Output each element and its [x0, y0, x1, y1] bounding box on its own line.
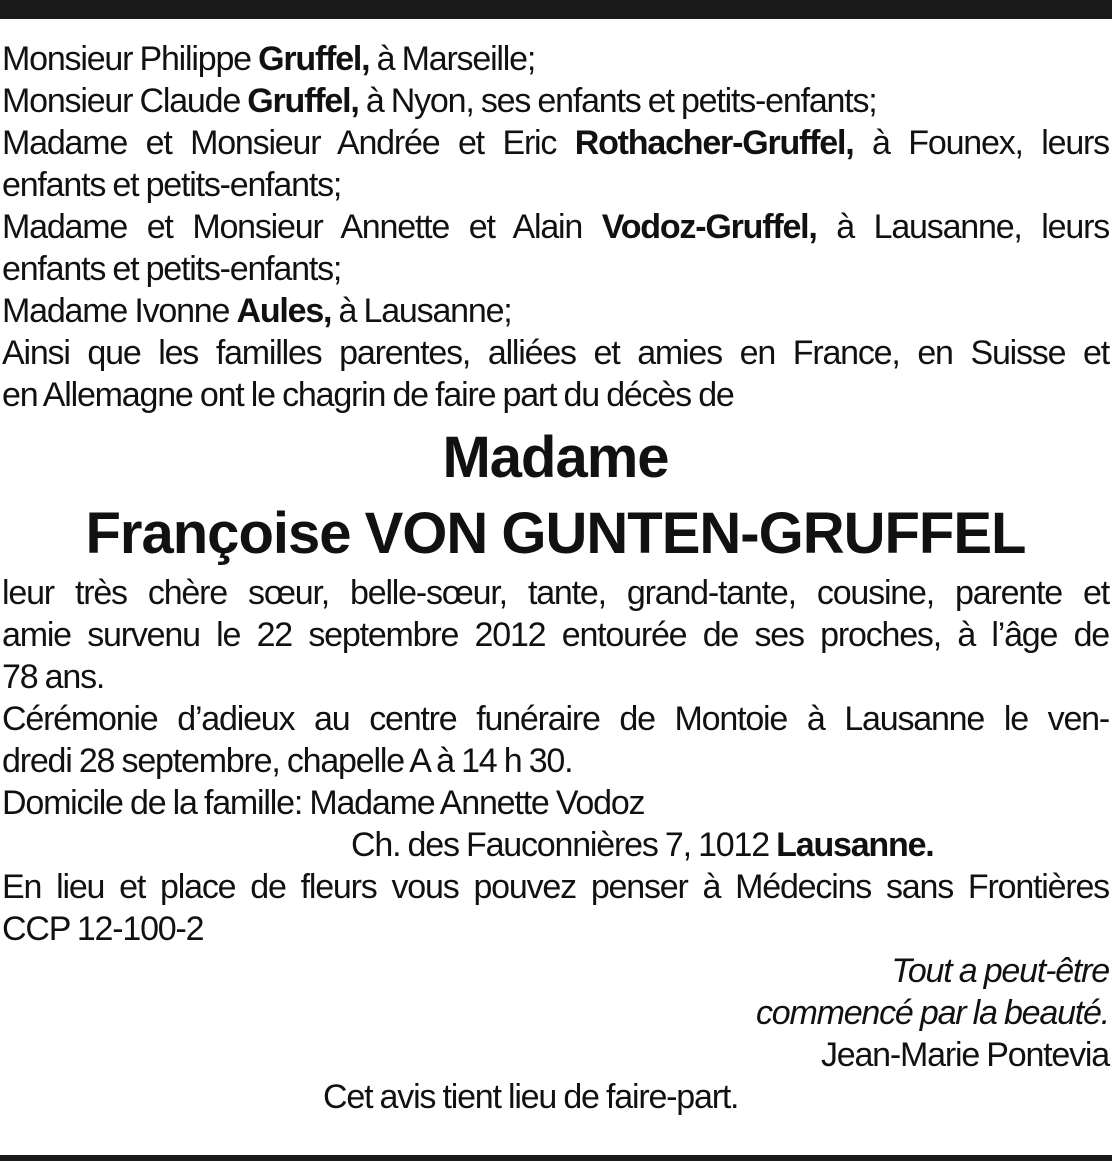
- description-line: amie survenu le 22 septembre 2012 entourée de ses proches, à l’âge de: [2, 616, 1109, 654]
- announcement-line: Ainsi que les familles parentes, alliées et amies en France, en Suisse et: [2, 334, 1109, 372]
- family-surname: Gruffel,: [258, 40, 370, 78]
- family-line: Monsieur Philippe Gruffel, à Marseille;: [2, 40, 536, 78]
- family-line: Madame et Monsieur Andrée et Eric Rothacher-Gruffel, à Founex, leurs: [2, 124, 1109, 162]
- ceremony-line: dredi 28 septembre, chapelle A à 14 h 30.: [2, 742, 573, 780]
- domicile-city: Lausanne.: [776, 826, 934, 864]
- family-surname: Aules,: [236, 292, 332, 330]
- family-surname: Gruffel,: [247, 82, 359, 120]
- description-line: leur très chère sœur, belle-sœur, tante, grand-tante, cousine, parente et: [2, 574, 1109, 612]
- top-rule: [0, 0, 1112, 19]
- domicile-line: Domicile de la famille: Madame Annette Vodoz: [2, 784, 645, 822]
- footer-note: Cet avis tient lieu de faire-part.: [323, 1078, 739, 1116]
- family-line: Madame et Monsieur Annette et Alain Vodoz-Gruffel, à Lausanne, leurs: [2, 208, 1109, 246]
- quote-author: Jean-Marie Pontevia: [820, 1036, 1109, 1074]
- quote-line: Tout a peut-être: [891, 952, 1109, 990]
- obituary-notice: [2, 38, 1109, 1118]
- family-line-continuation: enfants et petits-enfants;: [2, 250, 342, 288]
- family-line-continuation: enfants et petits-enfants;: [2, 166, 342, 204]
- deceased-name: Françoise VON GUNTEN-GRUFFEL: [85, 501, 1026, 566]
- family-line: Monsieur Claude Gruffel, à Nyon, ses enfants et petits-enfants;: [2, 82, 877, 120]
- quote-line: commencé par la beauté.: [755, 994, 1109, 1032]
- family-surname: Rothacher-Gruffel,: [574, 124, 854, 162]
- description-line: 78 ans.: [2, 658, 105, 696]
- donation-line: En lieu et place de fleurs vous pouvez penser à Médecins sans Frontières: [2, 868, 1109, 906]
- bottom-rule: [0, 1155, 1112, 1161]
- deceased-name-block: [2, 420, 1109, 572]
- ceremony-line: Cérémonie d’adieux au centre funéraire de Montoie à Lausanne le ven-: [2, 700, 1109, 738]
- domicile-address: Ch. des Fauconnières 7, 1012 Lausanne.: [351, 826, 934, 864]
- deceased-title: Madame: [442, 425, 669, 490]
- family-surname: Vodoz-Gruffel,: [601, 208, 817, 246]
- donation-account: CCP 12-100-2: [2, 910, 204, 948]
- family-line: Madame Ivonne Aules, à Lausanne;: [2, 292, 512, 330]
- announcement-line: en Allemagne ont le chagrin de faire part du décès de: [2, 376, 734, 414]
